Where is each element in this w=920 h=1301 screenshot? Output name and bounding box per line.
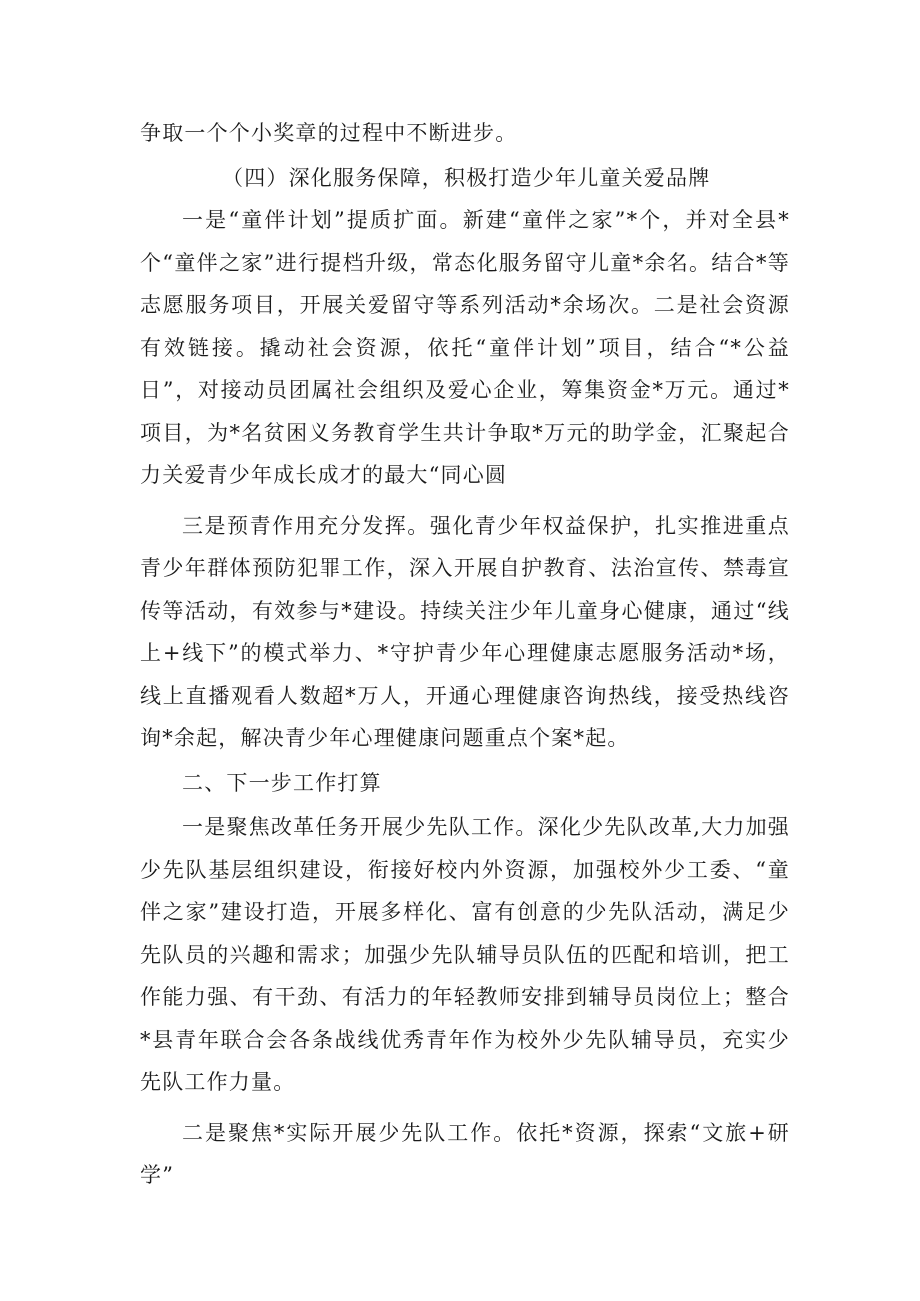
- paragraph-continuation: 争取一个个小奖章的过程中不断进步。: [140, 121, 518, 145]
- paragraph-reform-tasks: 一是聚焦改革任务开展少先队工作。深化少先队改革,大力加强少先队基层组织建设，衔接好校内外资源，加强校外少工委、“童伴之家”建设打造，开展多样化、富有创意的少先队活动，满足少先队员的兴趣和需求；加强少先队辅导员队伍的匹配和培训，把工作能力强、有干劲、有活力的年轻教师安排到辅导员岗位上；整合*县青年联合会各条战线优秀青年作为校外少先队辅导员，充实少先队工作力量。: [140, 815, 790, 1094]
- section-heading-next-steps: 二、下一步工作打算: [182, 770, 382, 795]
- paragraph-local-practice: 二是聚焦*实际开展少先队工作。依托*资源，探索“文旅+研学”: [140, 1120, 790, 1187]
- paragraph-tongban-plan: 一是“童伴计划”提质扩面。新建“童伴之家”*个，并对全县*个“童伴之家”进行提档升级，常态化服务留守儿童*余名。结合*等志愿服务项目，开展关爱留守等系列活动*余场次。二是社会资源有效链接。撬动社会资源，依托“童伴计划”项目，结合“*公益日”，对接动员团属社会组织及爱心企业，筹集资金*万元。通过*项目，为*名贫困义务教育学生共计争取*万元的助学金，汇聚起合力关爱青少年成长成才的最大“同心圆: [140, 208, 790, 487]
- paragraph-prevention: 三是预青作用充分发挥。强化青少年权益保护，扎实推进重点青少年群体预防犯罪工作，深入开展自护教育、法治宣传、禁毒宣传等活动，有效参与*建设。持续关注少年儿童身心健康，通过“线上+线下”的模式举力、*守护青少年心理健康志愿服务活动*场，线上直播观看人数超*万人，开通心理健康咨询热线，接受热线咨询*余起，解决青少年心理健康问题重点个案*起。: [140, 513, 790, 750]
- section-heading-four: （四）深化服务保障，积极打造少年儿童关爱品牌: [222, 165, 711, 190]
- document-page: [140, 112, 790, 1199]
